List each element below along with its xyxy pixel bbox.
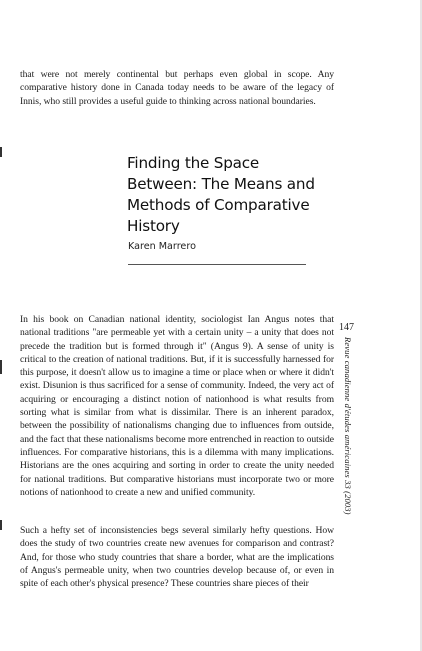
body-paragraph-2: Such a hefty set of inconsistencies begs several similarly hefty questions. How does the study of two countries create new avenues for comparison and contrast? And, for those who study countries that share a border, what are the implications of Angus's permeable unity, when two countries develop because of, or even in spite of each other's physical presence? These countries share pieces of their bbox=[20, 525, 334, 590]
opening-paragraph: that were not merely continental but perhaps even global in scope. Any comparative history done in Canada today needs to be aware of the legacy of Innis, who still provides a useful guide to thinking across national boundaries. bbox=[20, 69, 334, 107]
article-title: Finding the Space Between: The Means and Methods of Comparative History bbox=[127, 154, 315, 235]
margin-mark bbox=[0, 147, 2, 157]
margin-mark bbox=[0, 520, 2, 530]
journal-running-head-text: Revue canadienne d'études américaines 33 (2003) bbox=[343, 337, 353, 515]
body-paragraph-1: In his book on Canadian national identity, sociologist Ian Angus notes that national traditions "are permeable yet with a certain unity – a unity that does not precede the tradition but is formed through it" (Angus 9). A sense of unity is critical to the creation of national traditions. But, if it is successfully harnessed for this purpose, it doesn't allow us to imagine a time or place when or where it didn't exist. Disunion is thus sacrificed for a sense of community. Indeed, the very act of acquiring or encouraging a distinct notion of nationhood is what results from sorting what is similar from what is dissimilar. There is an inherent paradox, between the possibility of nationalisms changing due to influences from outside, and the fact that these nationalisms become more entrenched in reaction to outside influences. For comparative historians, this is a dilemma with many implications. Historians are the ones acquiring and sorting in order to create the unity needed for national traditions. But comparative historians must incorporate two or more notions of nationhood to create a new and unified community. bbox=[20, 314, 334, 498]
margin-mark bbox=[0, 360, 2, 374]
article-author: Karen Marrero bbox=[128, 241, 196, 252]
title-divider bbox=[128, 264, 306, 265]
page-number: 147 bbox=[339, 322, 354, 333]
journal-running-head bbox=[341, 337, 355, 637]
